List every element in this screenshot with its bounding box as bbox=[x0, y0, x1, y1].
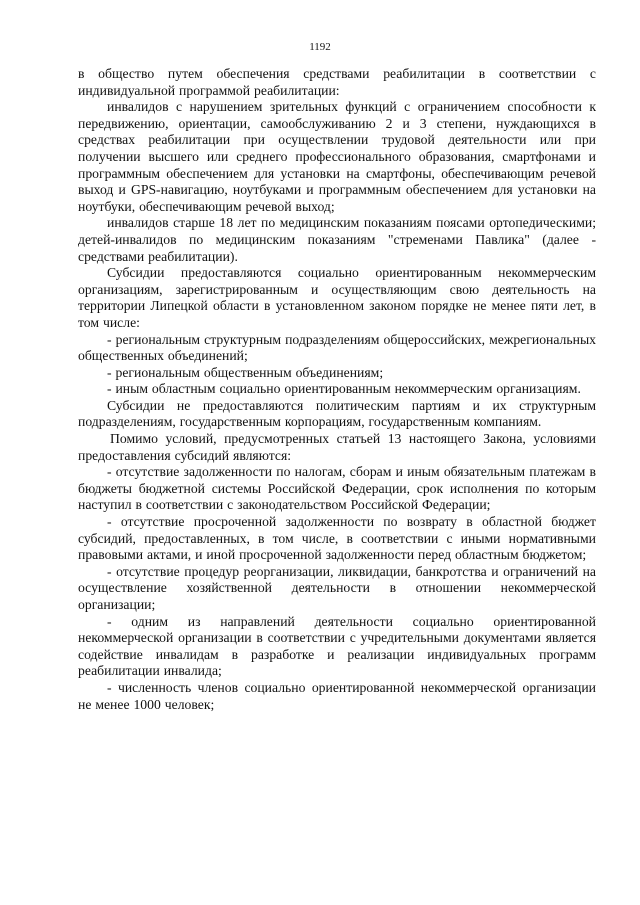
document-body bbox=[78, 66, 596, 713]
list-item-regional-divisions: - региональным структурным подразделениям общероссийских, межрегиональных общественных объединений; bbox=[78, 331, 596, 364]
list-item-no-reorganization: - отсутствие процедур реорганизации, ликвидации, банкротства и ограничений на осуществление хозяйственной деятельности в отношении некоммерческой организации; bbox=[78, 563, 596, 612]
paragraph-conditions: Помимо условий, предусмотренных статьей 13 настоящего Закона, условиями предоставления субсидий являются: bbox=[78, 431, 596, 463]
paragraph-visual-impairment: инвалидов с нарушением зрительных функций с ограничением способности к передвижению, ориентации, самообслуживанию 2 и 3 степени, нуждающихся в средствах реабилитации при осуществлении трудовой деятельности или при получении высшего или среднего профессионального образования, смартфонами и программным обеспечением для установки на смартфоны, обеспечивающим речевой выход и GPS-навигацию, ноутбуками и программным обеспечением для установки на ноутбуки, обеспечивающим речевой выход; bbox=[78, 99, 596, 214]
paragraph-subsidy-recipients: Субсидии предоставляются социально ориентированным некоммерческим организациям, зарегистрированным и осуществляющим свою деятельность на территории Липецкой области в установленном законом порядке не менее пяти лет, в том числе: bbox=[78, 265, 596, 330]
list-item-no-overdue-debt: - отсутствие просроченной задолженности по возврату в областной бюджет субсидий, предоставленных, в том числе, в соответствии с иными нормативными правовыми актами, и иной просроченной задолженности перед областным бюджетом; bbox=[78, 514, 596, 563]
paragraph-exclusions: Субсидии не предоставляются политическим партиям и их структурным подразделениям, государственным корпорациям, государственным компаниям. bbox=[78, 397, 596, 430]
list-item-no-tax-debt: - отсутствие задолженности по налогам, сборам и иным обязательным платежам в бюджеты бюджетной системы Российской Федерации, срок исполнения по которым наступил в соответствии с законодательством Российской Федерации; bbox=[78, 464, 596, 513]
list-item-activity-direction: - одним из направлений деятельности социально ориентированной некоммерческой организации в соответствии с учредительными документами является содействие инвалидам в разработке и реализации индивидуальных программ реабилитации инвалида; bbox=[78, 613, 596, 679]
list-item-membership: - численность членов социально ориентированной некоммерческой организации не менее 1000 человек; bbox=[78, 679, 596, 712]
paragraph-orthopedic: инвалидов старше 18 лет по медицинским показаниям поясами ортопедическими; детей-инвалидов по медицинским показаниям "стременами Павлика" (далее - средствами реабилитации). bbox=[78, 215, 596, 264]
paragraph-intro: в общество путем обеспечения средствами реабилитации в соответствии с индивидуальной программой реабилитации: bbox=[78, 66, 596, 98]
list-item-other-organizations: - иным областным социально ориентированным некоммерческим организациям. bbox=[107, 381, 581, 397]
page-number: 1192 bbox=[309, 41, 331, 53]
list-item-regional-associations: - региональным общественным объединениям; bbox=[107, 364, 384, 380]
